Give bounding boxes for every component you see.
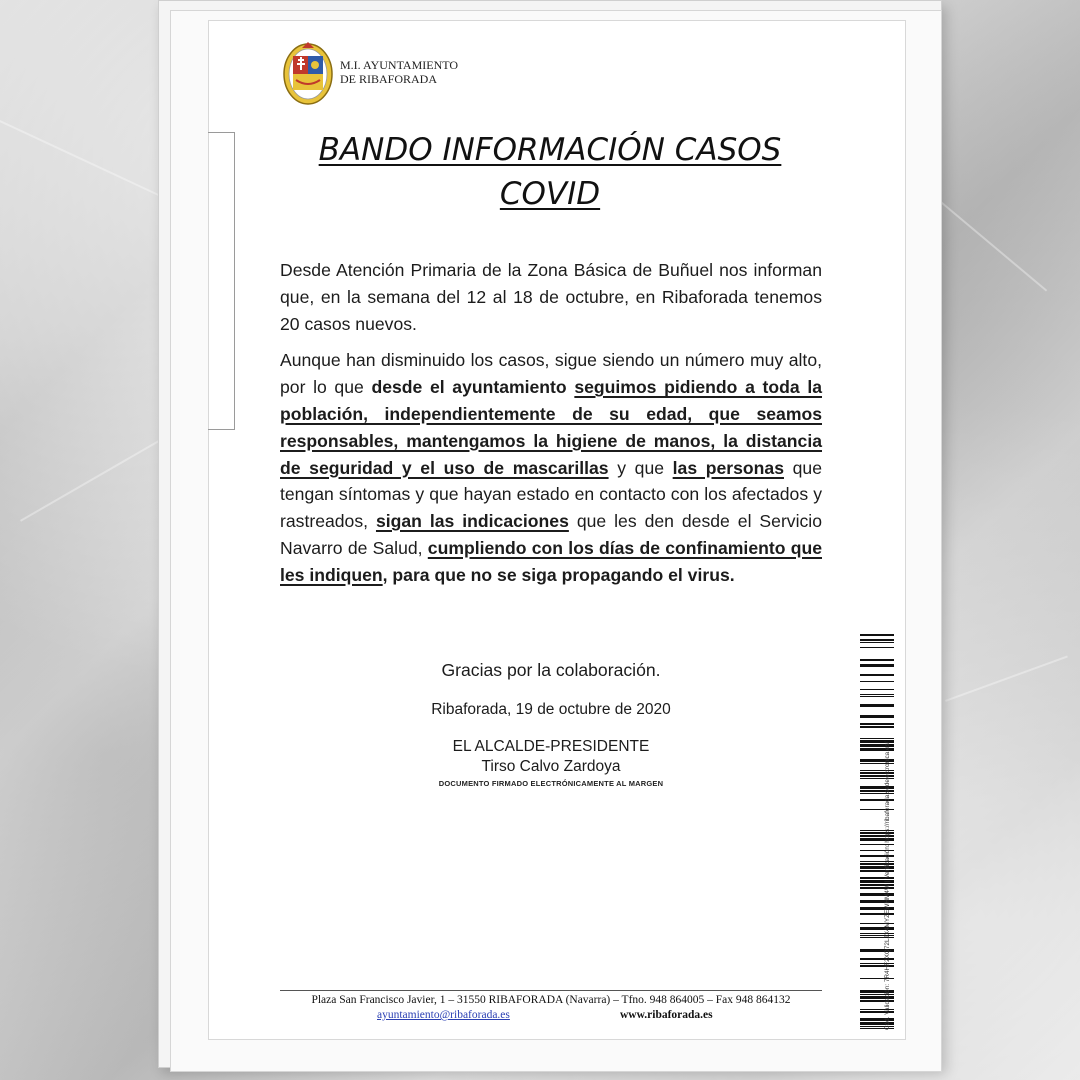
margin-rule xyxy=(208,132,235,430)
signature-block xyxy=(280,737,822,777)
title-line-1: BANDO INFORMACIÓN CASOS xyxy=(318,132,782,168)
paragraph-1: Desde Atención Primaria de la Zona Básica de Buñuel nos informan que, en la semana del 12 al 18 de octubre, en Ribaforada tenemos 20 casos nuevos. xyxy=(280,260,822,334)
website-link[interactable]: www.ribaforada.es xyxy=(620,1009,713,1021)
signer-name: Tirso Calvo Zardoya xyxy=(481,758,621,775)
p2-bold-underlined: seguimos pidiendo a toda la población, independientemente de su edad, que seamos responsables, mantengamos la higiene de manos, la distancia de seguridad y el uso de mascarillas xyxy=(280,377,822,478)
p2-bold-underlined: sigan las indicaciones xyxy=(375,511,569,532)
paragraph-2 xyxy=(280,347,822,588)
p2-bold: desde el ayuntamiento xyxy=(371,377,567,398)
p2-bold-underlined: cumpliendo con los días de confinamiento que les indiquen xyxy=(280,537,822,585)
p2-text: Aunque han disminuido los casos, sigue siendo un número muy alto, por lo que xyxy=(280,350,822,398)
document-body xyxy=(280,257,822,599)
paper-crease xyxy=(939,200,1048,292)
coat-of-arms-icon xyxy=(282,40,334,106)
p2-bold: , para que no se siga propagando el virus. xyxy=(382,564,735,585)
paper-crease xyxy=(0,120,163,198)
page-title xyxy=(280,128,820,216)
paper-crease xyxy=(945,656,1068,702)
email-link[interactable]: ayuntamiento@ribaforada.es xyxy=(377,1009,510,1021)
p2-text: y que xyxy=(608,457,673,478)
signer-role: EL ALCALDE-PRESIDENTE xyxy=(452,738,650,755)
org-line-2: DE RIBAFORADA xyxy=(340,72,438,86)
signed-note: DOCUMENTO FIRMADO ELECTRÓNICAMENTE AL MARGEN xyxy=(438,779,664,788)
p2-text: que les den desde el Servicio Navarro de Salud, xyxy=(280,511,823,558)
paper-crease xyxy=(20,440,160,522)
p2-text: que tengan síntomas y que hayan estado en contacto con los afectados y rastreados, xyxy=(280,457,822,532)
title-line-2: COVID xyxy=(499,176,601,212)
footer-address: Plaza San Francisco Javier, 1 – 31550 RIBAFORADA (Navarra) – Tfno. 948 864005 – Fax 948 864132 xyxy=(311,994,791,1006)
org-line-1: M.I. AYUNTAMIENTO xyxy=(340,58,459,72)
date-line: Ribaforada, 19 de octubre de 2020 xyxy=(431,701,671,718)
thanks-line: Gracias por la colaboración. xyxy=(441,660,661,680)
p2-bold-underlined: las personas xyxy=(672,457,784,478)
validation-text: Cód. Validación: 7R4HF2XQ72LJX4MYZEWHM4W | Verificación: https://ribaforada.sedelectronica.es/ xyxy=(884,741,891,1030)
footer-divider xyxy=(280,990,822,991)
municipality-name xyxy=(340,58,458,86)
